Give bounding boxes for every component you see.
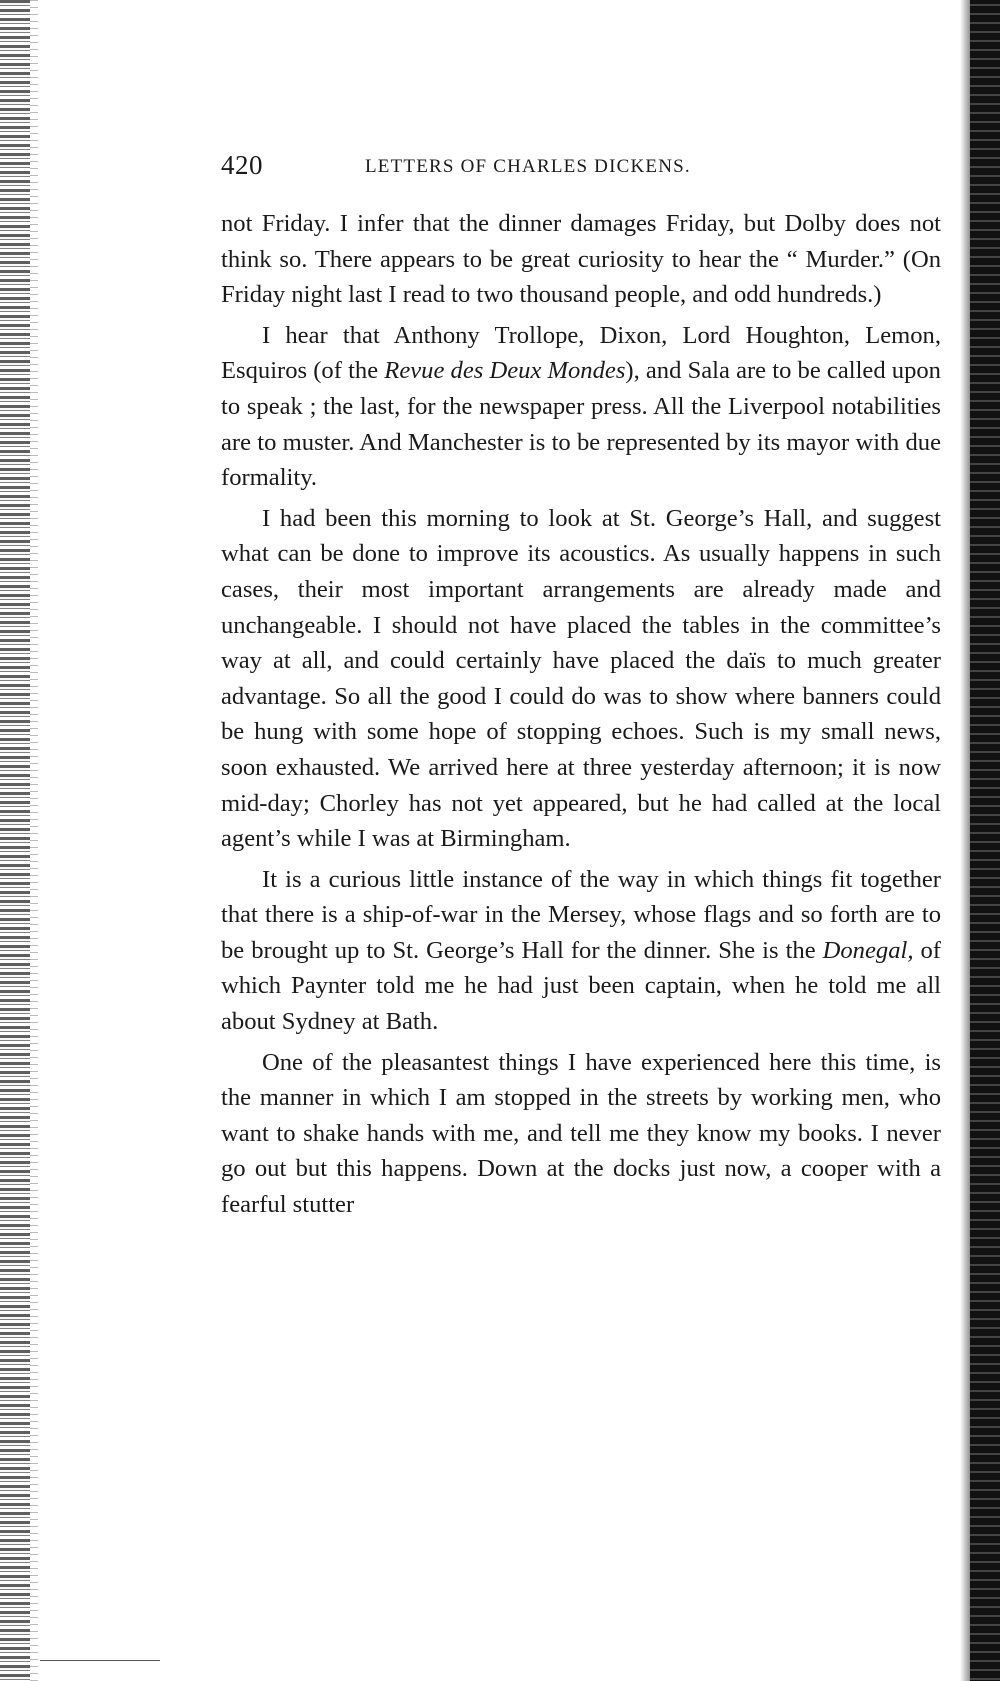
paragraph-2-text-b: ), and Sala are to be called upon to speak ; the last, for the newspaper press. All the Liverpool notabilities are to muster. And Manchester is to be represented by its mayor with due formality. bbox=[221, 357, 941, 492]
paragraph-2-text-a: I hear that Anthony Trollope, Dixon, Lord Houghton, Lemon, Esquiros (of the bbox=[221, 321, 941, 385]
binding-edge-shadow bbox=[30, 0, 38, 1681]
paragraph-5: One of the pleasantest things I have experienced here this time, is the manner in which I am stopped in the streets by working men, who want to shake hands with me, and tell me they know my books. I never go out but this happens. Down at the docks just now, a cooper with a fearful stutter bbox=[221, 1048, 941, 1219]
paragraph-4 bbox=[221, 862, 941, 1040]
paragraph-1: not Friday. I infer that the dinner damages Friday, but Dolby does not think so. There appears to be great curiosity to hear the “ Murder.” (On Friday night last I read to two thousand people, and odd hundreds.) bbox=[221, 210, 941, 309]
periodical-title: Revue des Deux Mondes bbox=[384, 357, 626, 385]
paragraph-2 bbox=[221, 318, 941, 496]
paragraph-4-text-b: of which Paynter told me he had just been captain, when he told me all about Sydney at Bath. bbox=[221, 936, 941, 1036]
running-header bbox=[221, 150, 941, 184]
ship-name: Donegal, bbox=[822, 936, 914, 964]
bottom-rule bbox=[40, 1660, 160, 1661]
binding-edge bbox=[0, 0, 30, 1681]
page-number: 420 bbox=[221, 150, 263, 180]
page-edge-shadow bbox=[960, 0, 970, 1681]
page-edge bbox=[970, 0, 1000, 1681]
paragraph-3: I had been this morning to look at St. George’s Hall, and suggest what can be done to improve its acoustics. As usually happens in such cases, their most important arrangements are already made and unchangeable. I should not have placed the tables in the committee’s way at all, and could certainly have placed the daïs to much greater advantage. So all the good I could do was to show where banners could be hung with some hope of stopping echoes. Such is my small news, soon exhausted. We arrived here at three yesterday afternoon; it is now mid-day; Chorley has not yet appeared, but he had called at the local agent’s while I was at Birmingham. bbox=[221, 504, 941, 853]
running-title: LETTERS OF CHARLES DICKENS. bbox=[365, 156, 691, 177]
letter-body bbox=[221, 206, 941, 1223]
paragraph-4-text-a: It is a curious little instance of the way in which things fit together that there is a ship-of-war in the Mersey, whose flags and so forth are to be brought up to St. George’s Hall for the dinner. She is the bbox=[221, 865, 941, 964]
